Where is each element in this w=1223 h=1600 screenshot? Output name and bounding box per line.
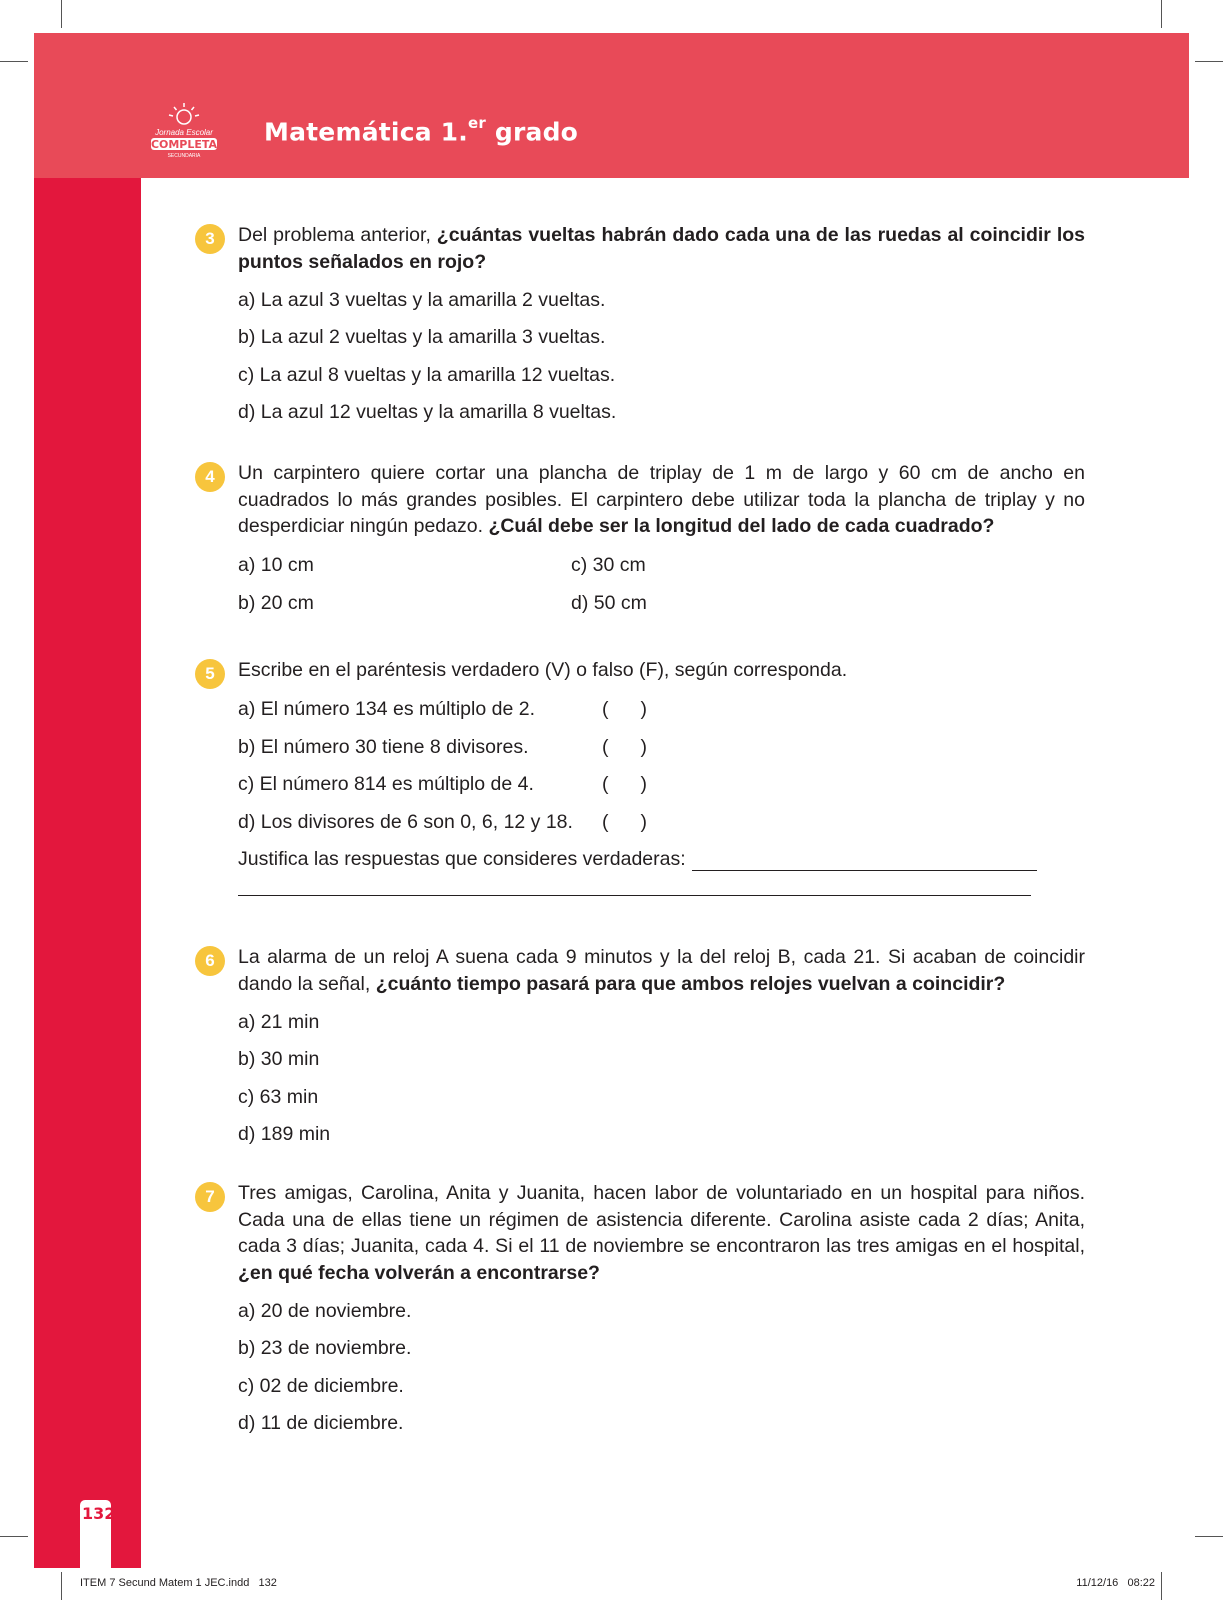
answer-option: b) 30 min — [238, 1048, 320, 1070]
crop-mark — [1195, 61, 1223, 62]
question-stem: La alarma de un reloj A suena cada 9 minutos y la del reloj B, cada 21. Si acaban de coincidir dando la señal, ¿cuánto tiempo pasará para que ambos relojes vuelvan a coincidir? — [238, 946, 1085, 995]
question-3 — [195, 222, 1085, 425]
question-4 — [195, 460, 1085, 615]
answer-option: c) 02 de diciembre. — [238, 1374, 404, 1397]
answer-parentheses[interactable]: ( ) — [602, 698, 647, 720]
svg-text:COMPLETA: COMPLETA — [150, 138, 218, 151]
answer-option: d) 11 de diciembre. — [238, 1412, 404, 1434]
answer-option: c) 30 cm — [571, 554, 646, 576]
crop-mark — [0, 1536, 28, 1537]
crop-mark — [61, 1572, 62, 1600]
question-stem: Del problema anterior, ¿cuántas vueltas habrán dado cada una de las ruedas al coincidir los puntos señalados en rojo? — [238, 224, 1085, 273]
side-color-bar — [34, 178, 141, 1568]
answer-option: d) 50 cm — [571, 591, 647, 614]
footer-file-slug: ITEM 7 Secund Matem 1 JEC.indd 132 — [80, 1577, 277, 1589]
justification-prompt: Justifica las respuestas que consideres verdaderas: — [238, 834, 1085, 872]
question-5 — [195, 657, 1085, 896]
answer-options-grid — [238, 540, 1085, 615]
answer-parentheses[interactable]: ( ) — [602, 773, 647, 795]
crop-mark — [0, 61, 28, 62]
answer-parentheses[interactable]: ( ) — [602, 810, 647, 833]
true-false-statement: d) Los divisores de 6 son 0, 6, 12 y 18. ( ) — [238, 810, 647, 833]
answer-option: c) 63 min — [238, 1085, 319, 1108]
question-7 — [195, 1180, 1085, 1436]
jornada-escolar-completa-logo — [145, 100, 225, 160]
svg-text:SECUNDARIA: SECUNDARIA — [167, 153, 201, 159]
header-title: Matemática 1.$^{er}$ grado — [264, 114, 579, 147]
question-6 — [195, 944, 1085, 1147]
answer-option: a) La azul 3 vueltas y la amarilla 2 vueltas. — [238, 288, 606, 311]
question-stem: Tres amigas, Carolina, Anita y Juanita, hacen labor de voluntariado en un hospital para niños. Cada una de ellas tiene un régimen de asistencia diferente. Carolina asiste cada 2 días; Anita, cada 3 días; Juanita, cada 4. Si el 11 de noviembre se encontraron las tres amigas en el hospital, ¿en qué fecha volverán a encontrarse? — [238, 1182, 1085, 1284]
crop-mark — [1161, 1572, 1162, 1600]
answer-option: d) 189 min — [238, 1123, 331, 1145]
page-number: 132 — [82, 1504, 116, 1523]
page-number-tab — [80, 1500, 116, 1568]
true-false-statement: c) El número 814 es múltiplo de 4. ( ) — [238, 773, 647, 795]
answer-option: b) La azul 2 vueltas y la amarilla 3 vueltas. — [238, 326, 606, 348]
true-false-statement: b) El número 30 tiene 8 divisores. ( ) — [238, 735, 647, 758]
answer-option: d) La azul 12 vueltas y la amarilla 8 vueltas. — [238, 401, 617, 423]
question-number-badge: 5 — [195, 659, 225, 689]
question-number-badge: 3 — [195, 224, 225, 254]
svg-text:Jornada Escolar: Jornada Escolar — [155, 128, 213, 137]
answer-parentheses[interactable]: ( ) — [602, 735, 647, 758]
crop-mark — [61, 0, 62, 28]
true-false-statement: a) El número 134 es múltiplo de 2. ( ) — [238, 698, 647, 720]
answer-option: a) 10 cm — [238, 554, 314, 576]
question-number-badge: 7 — [195, 1182, 225, 1212]
answer-line[interactable] — [692, 856, 1037, 871]
crop-mark — [1161, 0, 1162, 28]
answer-option: b) 23 de noviembre. — [238, 1337, 412, 1359]
question-stem: Escribe en el paréntesis verdadero (V) o falso (F), según corresponda. — [238, 659, 848, 681]
answer-option: b) 20 cm — [238, 591, 314, 614]
answer-option: a) 21 min — [238, 1010, 320, 1033]
question-number-badge: 6 — [195, 946, 225, 976]
answer-line[interactable] — [238, 895, 1031, 896]
question-number-badge: 4 — [195, 462, 225, 492]
question-stem: Un carpintero quiere cortar una plancha de triplay de 1 m de largo y 60 cm de ancho en cuadrados lo más grandes posibles. El carpintero debe utilizar toda la plancha de triplay y no desperdiciar ningún pedazo. ¿Cuál debe ser la longitud del lado de cada cuadrado? — [238, 462, 1085, 537]
crop-mark — [1195, 1536, 1223, 1537]
answer-option: c) La azul 8 vueltas y la amarilla 12 vueltas. — [238, 363, 616, 386]
footer-datetime: 11/12/16 08:22 — [1076, 1577, 1155, 1589]
answer-option: a) 20 de noviembre. — [238, 1299, 412, 1322]
